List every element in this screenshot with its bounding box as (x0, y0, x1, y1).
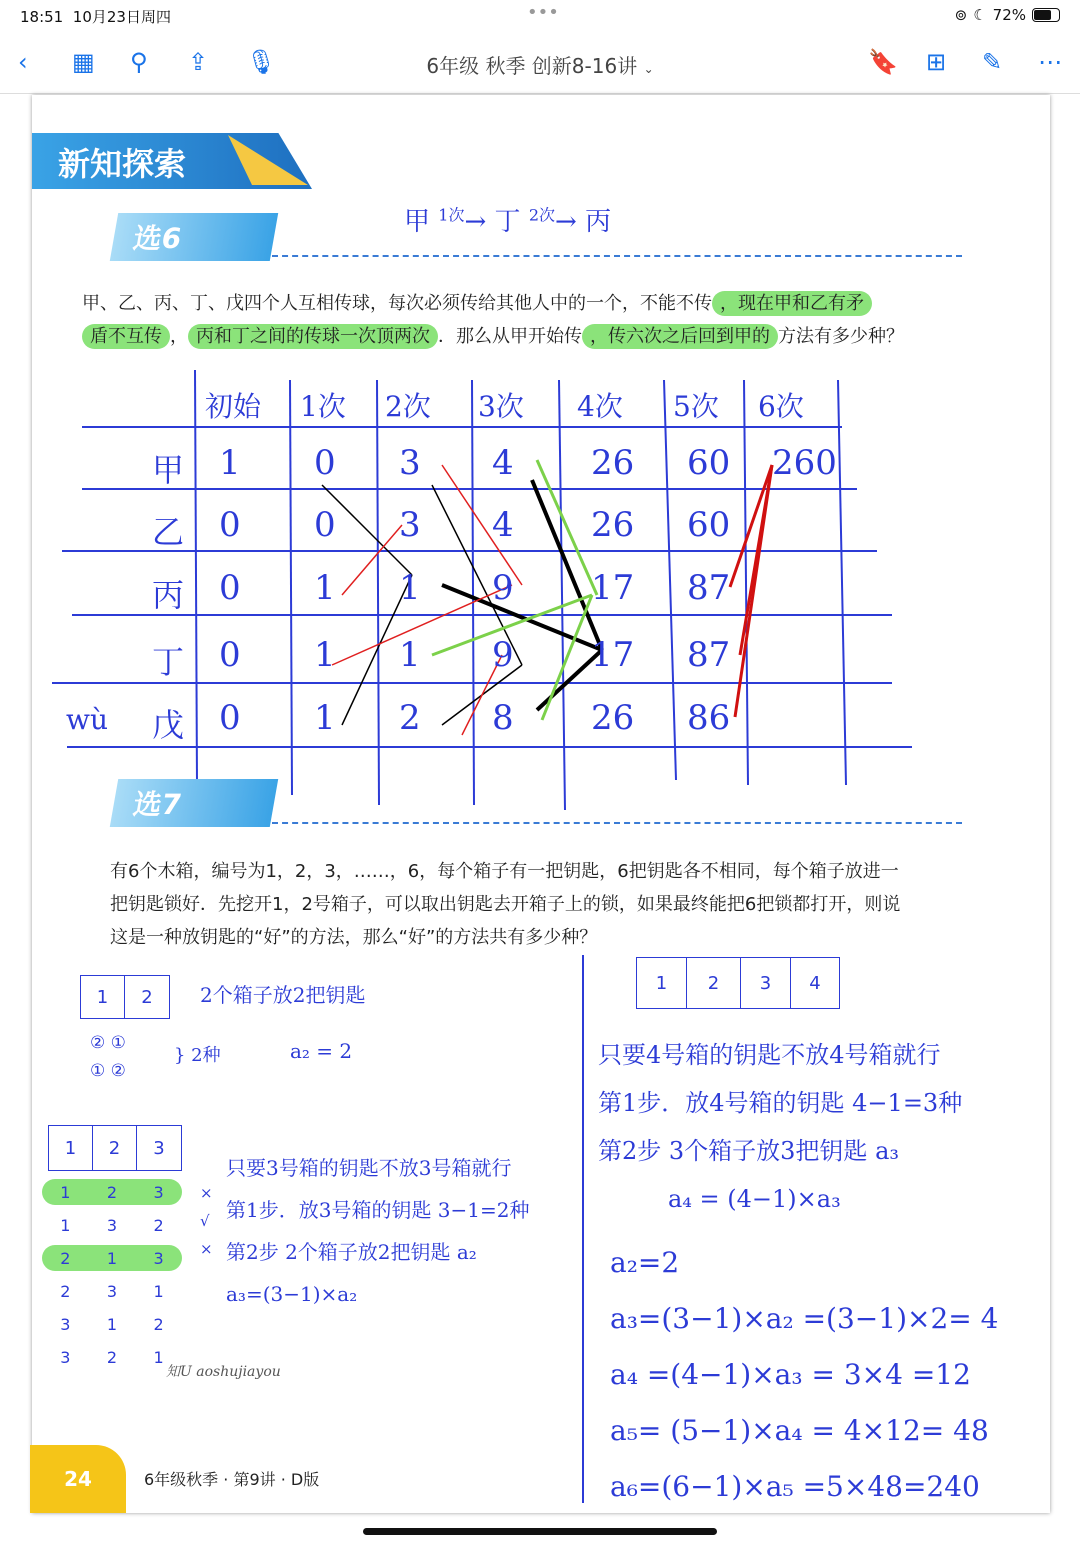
document-page (32, 95, 1050, 1513)
table-cell: 8 (492, 698, 514, 738)
q6-tag: 选6 (110, 213, 278, 261)
right-reasoning: 只要4号箱的钥匙不放4号箱就行 第1步．放4号箱的钥匙 4−1=3种 第2步 3个箱子放3把钥匙 a₃ a₄ = (4−1)×a₃ (598, 1041, 963, 1213)
table-cell: 17 (591, 568, 635, 608)
table-header: 6次 (758, 390, 804, 423)
table-header: 2次 (385, 390, 431, 423)
bookmark-icon[interactable]: 🔖 (868, 48, 898, 76)
table-cell: 26 (591, 698, 635, 738)
perm-digit: 1 (153, 1347, 164, 1367)
table-cell: 4 (492, 505, 514, 545)
perm-digit: 1 (60, 1215, 71, 1235)
note: 2个箱子放2把钥匙 (200, 983, 366, 1007)
perm-digit: 2 (106, 1347, 118, 1367)
share-icon[interactable]: ⇪ (188, 48, 209, 76)
table-cell: 86 (687, 698, 731, 738)
q6-note: 甲 $^{1次}$→ 丁 $^{2次}$→ 丙 (404, 205, 612, 237)
a2: a₂ = 2 (290, 1039, 353, 1063)
table-cell: 1 (219, 443, 241, 483)
permutation-row (42, 1278, 182, 1304)
permutation-row (42, 1344, 182, 1370)
count: } 2种 (174, 1045, 221, 1066)
multitask-dots[interactable]: ••• (527, 2, 559, 23)
row-label: 乙 (152, 513, 185, 551)
markup-icon[interactable]: ✎ (982, 48, 1003, 76)
document-title[interactable]: 6年级 秋季 创新8-16讲 ⌄ (426, 54, 654, 78)
table-header: 初始 (205, 390, 262, 423)
table-header: 5次 (673, 390, 719, 423)
table-cell: 60 (687, 443, 731, 483)
table-cell: 1 (399, 635, 421, 675)
perm-digit: 3 (106, 1215, 118, 1235)
table-header: 1次 (300, 390, 346, 423)
table-cell: 1 (314, 698, 336, 738)
section-title: 新知探索 (58, 145, 187, 183)
table-cell: 60 (687, 505, 731, 545)
pinyin-note: wù (66, 703, 108, 736)
table-cell: 1 (314, 568, 336, 608)
table-cell: 17 (591, 635, 635, 675)
perm-digit: 2 (60, 1281, 71, 1301)
table-cell: 0 (314, 443, 336, 483)
perm-digit: 1 (153, 1281, 164, 1301)
back-icon[interactable]: ‹ (18, 48, 28, 76)
boxes-4: 1 2 3 4 (636, 957, 840, 1009)
left-reasoning: 只要3号箱的钥匙不放3号箱就行 第1步．放3号箱的钥匙 3−1=2种 第2步 2个箱子放2把钥匙 a₂ a₃=(3−1)×a₂ (226, 1156, 530, 1306)
table-cell: 0 (219, 568, 241, 608)
boxes-2: 1 2 (80, 975, 170, 1019)
perm-digit: 2 (106, 1182, 118, 1202)
perm-digit: 2 (153, 1314, 164, 1334)
marks: × √ × (200, 1184, 213, 1258)
table-grid (32, 365, 1050, 815)
link-icon: ⊚ (954, 6, 968, 24)
table-cell: 3 (399, 505, 421, 545)
boxes-3: 1 2 3 (48, 1125, 182, 1171)
perm-digit: 3 (60, 1314, 71, 1334)
row-label: 甲 (152, 451, 185, 489)
permutation-row (42, 1245, 182, 1271)
table-cell: 4 (492, 443, 514, 483)
q6-text: 甲、乙、丙、丁、戊四个人互相传球，每次必须传给其他人中的一个，不能不传 ，现在甲和乙有矛 盾不互传 ， 丙和丁之间的传球一次顶两次 ．那么从甲开始传 ，传六次之后回到甲的 方法有多少种？ (82, 293, 904, 347)
pairs: ② ① ① ② (90, 1033, 126, 1081)
divider (272, 822, 962, 824)
table-cell: 0 (219, 635, 241, 675)
row-label: 丁 (152, 643, 185, 681)
footer-label: 6年级秋季 · 第9讲 · D版 (144, 1470, 320, 1489)
perm-digit: 3 (153, 1248, 164, 1268)
permutation-row (42, 1311, 182, 1337)
table-cell: 1 (399, 568, 421, 608)
q7-text: 有6个木箱，编号为1，2，3，……，6，每个箱子有一把钥匙，6把钥匙各不相同，每个箱子放进一 把钥匙锁好．先挖开1，2号箱子，可以取出钥匙去开箱子上的锁，如果最终能把6把锁都打开，则说 这是一种放钥匙的“好”的方法，那么“好”的方法共有多少种？ (110, 861, 901, 948)
perm-digit: 1 (106, 1314, 118, 1334)
perm-digit: 1 (60, 1182, 71, 1202)
perm-digit: 1 (106, 1248, 118, 1268)
perm-digit: 2 (153, 1215, 164, 1235)
table-cell: 0 (314, 505, 336, 545)
table-cell: 260 (772, 443, 837, 483)
add-page-icon[interactable]: ⊞ (926, 48, 947, 76)
table-header: 3次 (478, 390, 524, 423)
perm-digit: 3 (153, 1182, 164, 1202)
grid-icon[interactable]: ▦ (72, 48, 95, 76)
row-label: 戊 (152, 706, 185, 744)
table-cell: 26 (591, 443, 635, 483)
calculation: a₂=2 a₃=(3−1)×a₂ =(3−1)×2= 4 a₄ =(4−1)×a₃ = 3×4 =12 a₅= (5−1)×a₄ = 4×12= 48 a₆=(6−1)×a₅ =5×48=240 (610, 1246, 999, 1503)
table-cell: 87 (687, 568, 731, 608)
search-icon[interactable]: ⚲ (130, 48, 148, 76)
table-cell: 9 (492, 568, 514, 608)
mic-icon[interactable]: 🎙 (246, 48, 277, 76)
table-cell: 9 (492, 635, 514, 675)
home-indicator[interactable] (363, 1528, 717, 1535)
permutation-row (42, 1212, 182, 1238)
status-right: ⊚ ☾ 72% (955, 6, 1060, 24)
perm-digit: 3 (60, 1347, 71, 1367)
page-number: 24 (30, 1445, 126, 1513)
permutation-row (42, 1179, 182, 1205)
row-label: 丙 (152, 576, 185, 614)
moon-icon: ☾ (973, 6, 987, 24)
table-cell: 26 (591, 505, 635, 545)
status-time: 18:51 10月23日周四 (20, 8, 171, 26)
battery-icon (1032, 8, 1060, 22)
table-cell: 3 (399, 443, 421, 483)
table-cell: 0 (219, 698, 241, 738)
table-cell: 1 (314, 635, 336, 675)
watermark: 知U aoshujiayou (166, 1364, 281, 1380)
perm-digit: 3 (106, 1281, 118, 1301)
column-divider (582, 955, 584, 1503)
table-cell: 2 (399, 698, 421, 738)
divider (272, 255, 962, 257)
more-icon[interactable]: ⋯ (1038, 48, 1062, 76)
table-cell: 0 (219, 505, 241, 545)
table-cell: 87 (687, 635, 731, 675)
perm-digit: 2 (60, 1248, 71, 1268)
table-header: 4次 (577, 390, 623, 423)
q7-tag: 选7 (110, 779, 278, 827)
